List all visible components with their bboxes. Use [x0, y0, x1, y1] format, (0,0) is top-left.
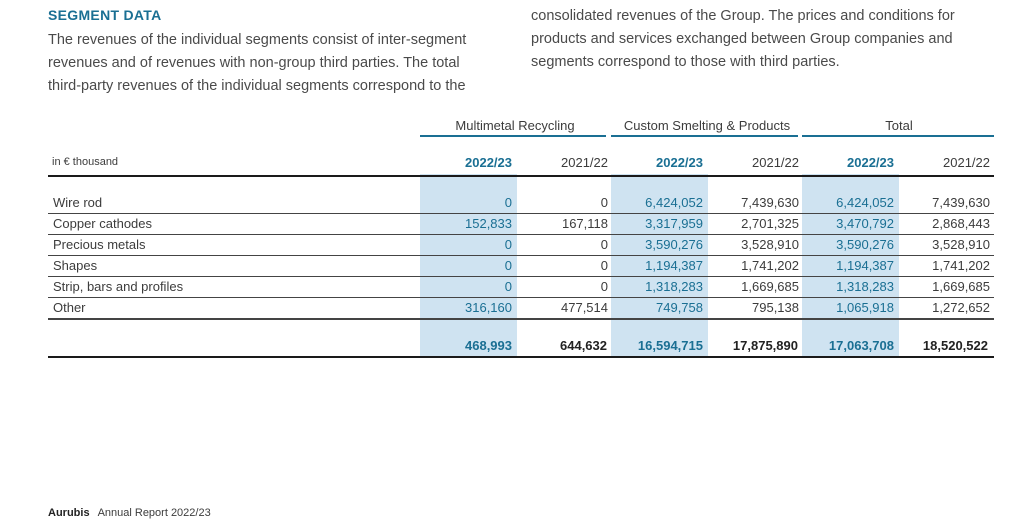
cell: 1,741,202 — [741, 258, 799, 273]
cell: 6,424,052 — [836, 195, 894, 210]
intro-paragraph-left — [48, 29, 508, 98]
footer-report: Annual Report 2022/23 — [97, 507, 211, 519]
cell: 3,470,792 — [836, 216, 894, 231]
cell: 2,868,443 — [932, 216, 990, 231]
cell: 3,317,959 — [645, 216, 703, 231]
segment-header-csp: Custom Smelting & Products — [623, 118, 791, 133]
cell: 7,439,630 — [932, 195, 990, 210]
total-rule — [48, 356, 994, 358]
cell: 749,758 — [656, 300, 703, 315]
cell: 0 — [504, 279, 512, 294]
paragraph-line: consolidated revenues of the Group. The prices and conditions for — [531, 8, 955, 24]
cell: 3,528,910 — [741, 237, 799, 252]
year-header: 2022/23 — [847, 155, 894, 170]
cell: 795,138 — [752, 300, 799, 315]
header-rule — [48, 175, 994, 177]
cell: 1,741,202 — [932, 258, 990, 273]
cell: 2,701,325 — [741, 216, 799, 231]
segment-header-total: Total — [885, 118, 913, 133]
cell: 1,194,387 — [645, 258, 703, 273]
segment-header-mr: Multimetal Recycling — [455, 118, 575, 133]
cell: 1,318,283 — [836, 279, 894, 294]
cell: 3,590,276 — [836, 237, 894, 252]
paragraph-line: revenues and of revenues with non-group third parties. The total — [48, 55, 460, 71]
segment-underline-csp — [611, 135, 798, 137]
cell: 0 — [600, 258, 608, 273]
cell: 1,669,685 — [741, 279, 799, 294]
total-cell: 468,993 — [465, 338, 512, 353]
paragraph-line: segments correspond to those with third parties. — [531, 54, 840, 70]
cell: 1,272,652 — [932, 300, 990, 315]
paragraph-line: products and services exchanged between Group companies and — [531, 31, 953, 47]
cell: 1,669,685 — [932, 279, 990, 294]
year-header: 2021/22 — [943, 155, 990, 170]
cell: 6,424,052 — [645, 195, 703, 210]
total-cell: 17,875,890 — [732, 338, 798, 353]
cell: 0 — [600, 195, 608, 210]
row-label: Copper cathodes — [53, 216, 153, 231]
year-header: 2021/22 — [561, 155, 608, 170]
year-header: 2022/23 — [465, 155, 512, 170]
cell: 3,528,910 — [932, 237, 990, 252]
cell: 3,590,276 — [645, 237, 703, 252]
total-cell: 644,632 — [560, 338, 607, 353]
cell: 0 — [504, 195, 512, 210]
cell: 167,118 — [561, 216, 608, 231]
intro-paragraph-right — [531, 5, 991, 74]
row-label: Strip, bars and profiles — [53, 279, 184, 294]
row-label: Other — [53, 300, 86, 315]
cell: 0 — [600, 237, 608, 252]
cell: 0 — [600, 279, 608, 294]
page-footer — [48, 507, 211, 519]
cell: 477,514 — [561, 300, 608, 315]
cell: 152,833 — [465, 216, 512, 231]
cell: 316,160 — [465, 300, 512, 315]
row-rule — [48, 297, 994, 298]
footer-company: Aurubis — [48, 507, 90, 519]
cell: 7,439,630 — [741, 195, 799, 210]
row-rule — [48, 234, 994, 235]
cell: 0 — [504, 258, 512, 273]
cell: 1,065,918 — [836, 300, 894, 315]
cell: 1,194,387 — [836, 258, 894, 273]
row-rule — [48, 255, 994, 256]
row-rule — [48, 213, 994, 214]
paragraph-line: third-party revenues of the individual segments correspond to the — [48, 78, 466, 94]
segment-underline-total — [802, 135, 994, 137]
segment-heading: SEGMENT DATA — [48, 7, 162, 23]
year-header: 2022/23 — [656, 155, 703, 170]
row-rule — [48, 318, 994, 320]
total-cell: 18,520,522 — [922, 338, 988, 353]
cell: 1,318,283 — [645, 279, 703, 294]
row-label: Precious metals — [53, 237, 146, 252]
row-rule — [48, 276, 994, 277]
paragraph-line: The revenues of the individual segments consist of inter-segment — [48, 32, 467, 48]
year-header: 2021/22 — [752, 155, 799, 170]
total-cell: 16,594,715 — [637, 338, 703, 353]
segment-underline-mr — [420, 135, 606, 137]
row-label: Wire rod — [53, 195, 103, 210]
row-label: Shapes — [53, 258, 98, 273]
total-cell: 17,063,708 — [828, 338, 894, 353]
cell: 0 — [504, 237, 512, 252]
unit-label: in € thousand — [52, 156, 119, 168]
